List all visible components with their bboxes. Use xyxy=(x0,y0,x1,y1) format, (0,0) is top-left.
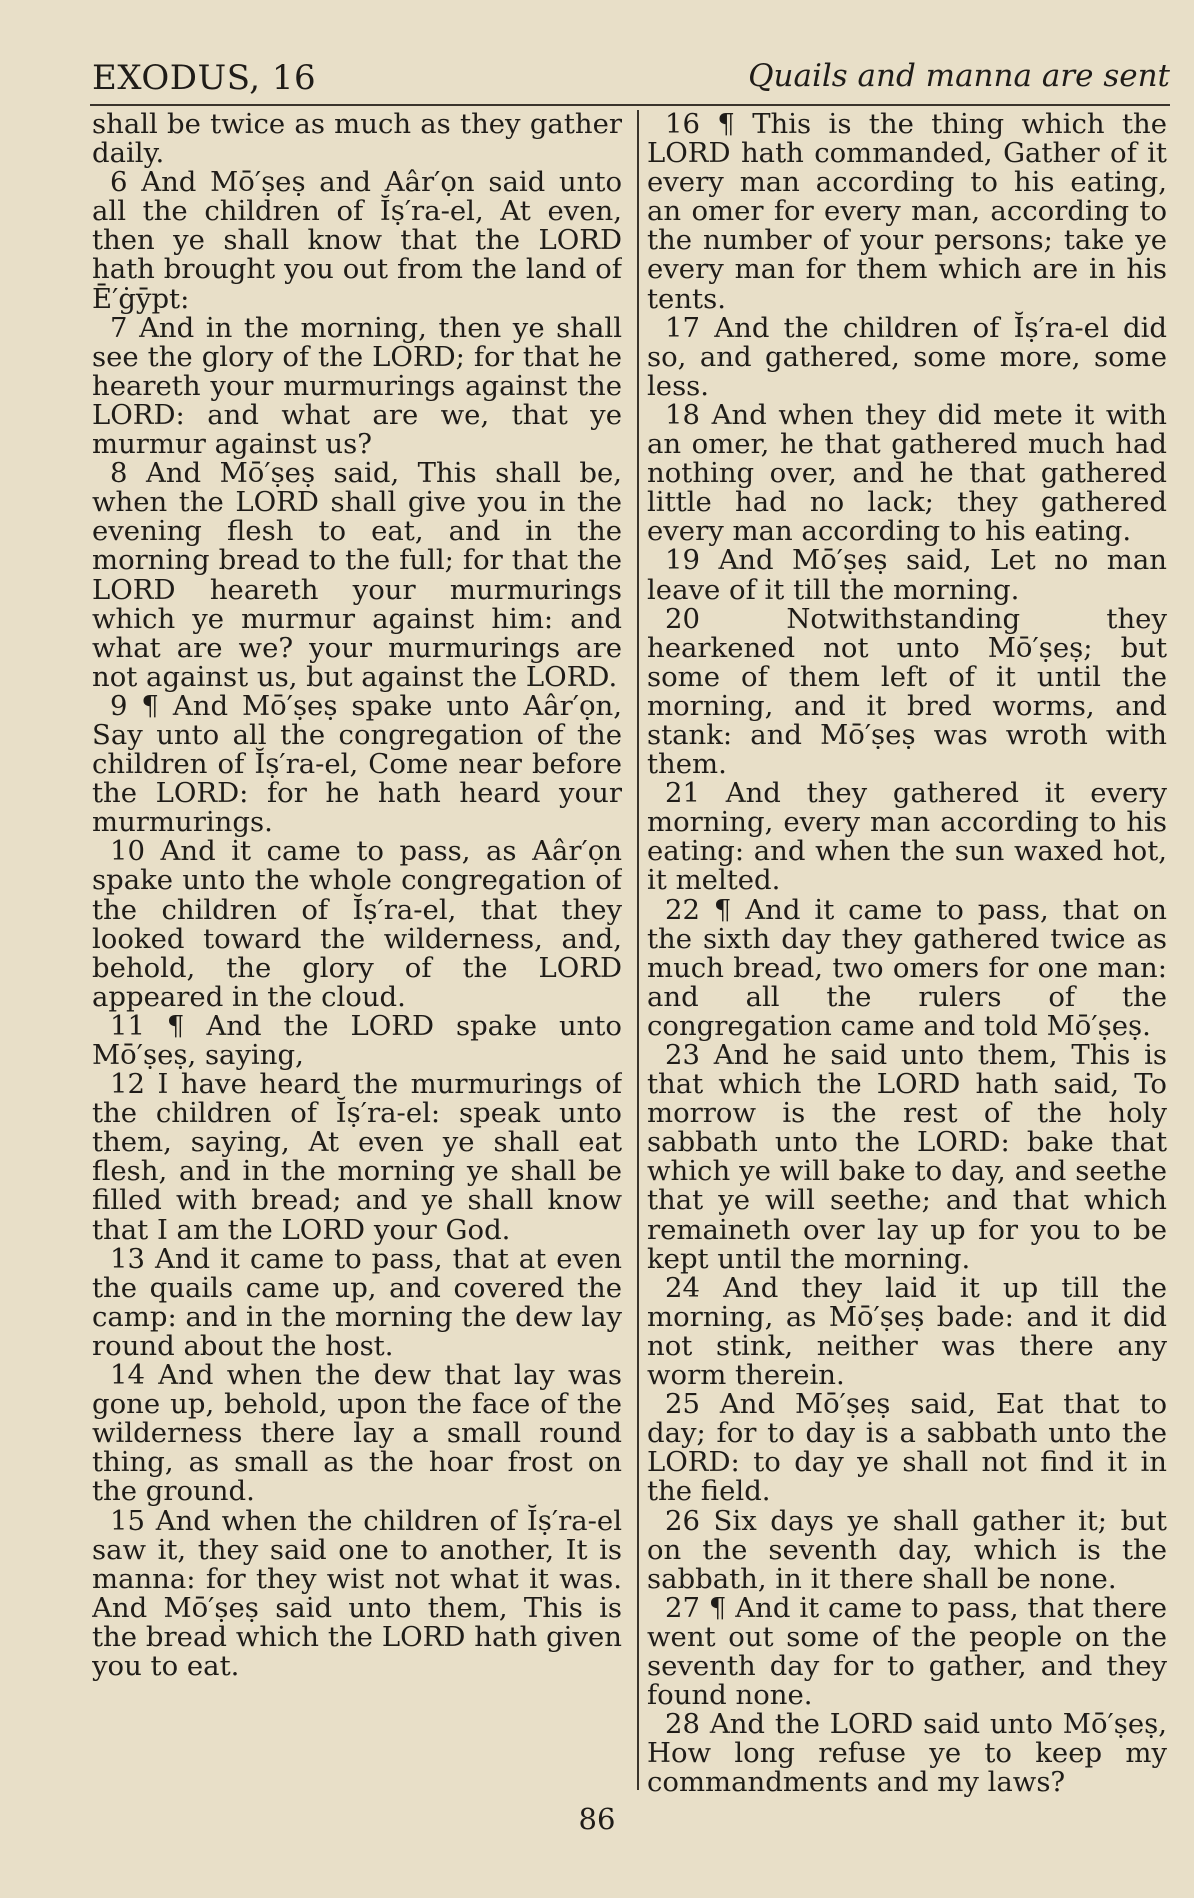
verse-16: 16 ¶ This is the thing which the LORD hath commanded, Gather of it every man according to his eating, an omer for every man, according to the number of your persons; take ye every man for them which are in his tents. xyxy=(647,110,1167,315)
left-column xyxy=(92,110,622,1800)
verse-28: 28 And the LORD said unto Mō′ṣeṣ, How long refuse ye to keep my commandments and my laws? xyxy=(647,1708,1167,1799)
verse-24: 24 And they laid it up till the morning, as Mō′ṣeṣ bade: and it did not stink, neither was there any worm therein. xyxy=(647,1271,1167,1392)
verse-22: 22 ¶ And it came to pass, that on the sixth day they gathered twice as much bread, two omers for one man: and all the rulers of the congregation came and told Mō′ṣeṣ. xyxy=(647,893,1167,1042)
right-column xyxy=(647,110,1167,1800)
verse-21: 21 And they gathered it every morning, every man according to his eating: and when the sun waxed hot, it melted. xyxy=(647,777,1167,897)
page-number: 86 xyxy=(578,1802,616,1836)
verse-27: 27 ¶ And it came to pass, that there went out some of the people on the seventh day for to gather, and they found none. xyxy=(647,1591,1167,1712)
column-divider xyxy=(637,110,639,1790)
verse-continuation: shall be twice as much as they gather daily. xyxy=(92,110,622,170)
verse-26: 26 Six days ye shall gather it; but on the seventh day, which is the sabbath, in it there shall be none. xyxy=(647,1504,1167,1595)
running-head-book-chapter: EXODUS, 16 xyxy=(92,58,317,98)
verse-9: 9 ¶ And Mō′ṣeṣ spake unto Aâr′ọn, Say unto all the congregation of the children of Ĭṣ′ra-el, Come near before the LORD: for he hath heard your murmurings. xyxy=(92,689,622,839)
verse-10: 10 And it came to pass, as Aâr′ọn spake unto the whole congregation of the children of Ĭṣ′ra-el, that they looked toward the wilderness, and, behold, the glory of the LORD appeared in the cloud. xyxy=(92,835,622,1013)
running-head-section-title: Quails and manna are sent xyxy=(748,58,1170,94)
verse-7: 7 And in the morning, then ye shall see the glory of the LORD; for that he heareth your murmurings against the LORD: and what are we, that ye murmur against us? xyxy=(92,311,622,461)
verse-20: 20 Notwithstanding they hearkened not unto Mō′ṣeṣ; but some of them left of it until the morning, and it bred worms, and stank: and Mō′ṣeṣ was wroth with them. xyxy=(647,602,1167,781)
verse-17: 17 And the children of Ĭṣ′ra-el did so, and gathered, some more, some less. xyxy=(647,311,1167,402)
verse-13: 13 And it came to pass, that at even the quails came up, and covered the camp: and in the morning the dew lay round about the host. xyxy=(92,1242,622,1362)
verse-15: 15 And when the children of Ĭṣ′ra-el saw it, they said one to another, It is manna: for they wist not what it was. And Mō′ṣeṣ said unto them, This is the bread which the LORD hath given you to eat. xyxy=(92,1504,622,1682)
verse-14: 14 And when the dew that lay was gone up, behold, upon the face of the wilderness there lay a small round thing, as small as the hoar frost on the ground. xyxy=(92,1359,622,1508)
verse-23: 23 And he said unto them, This is that which the LORD hath said, To morrow is the rest of the holy sabbath unto the LORD: bake that which ye will bake to day, and seethe that ye will seethe; and that which remaineth over lay up for you to be kept until the morning. xyxy=(647,1039,1167,1275)
header-rule xyxy=(90,104,1170,106)
verse-11: 11 ¶ And the LORD spake unto Mō′ṣeṣ, saying, xyxy=(92,1009,622,1071)
verse-25: 25 And Mō′ṣeṣ said, Eat that to day; for to day is a sabbath unto the LORD: to day ye shall not find it in the field. xyxy=(647,1388,1167,1508)
verse-18: 18 And when they did mete it with an omer, he that gathered much had nothing over, and he that gathered little had no lack; they gathered every man according to his eating. xyxy=(647,398,1167,548)
verse-19: 19 And Mō′ṣeṣ said, Let no man leave of it till the morning. xyxy=(647,544,1167,606)
verse-8: 8 And Mō′ṣeṣ said, This shall be, when the LORD shall give you in the evening flesh to eat, and in the morning bread to the full; for that the LORD heareth your murmurings which ye murmur against him: and what are we? your murmurings are not against us, but against the LORD. xyxy=(92,457,622,693)
verse-12: 12 I have heard the murmurings of the children of Ĭṣ′ra-el: speak unto them, saying, At even ye shall eat flesh, and in the morning ye shall be filled with bread; and ye shall know that I am the LORD your God. xyxy=(92,1068,622,1246)
verse-6: 6 And Mō′ṣeṣ and Aâr′ọn said unto all the children of Ĭṣ′ra-el, At even, then ye shall know that the LORD hath brought you out from the land of Ē′ġȳpt: xyxy=(92,166,622,315)
